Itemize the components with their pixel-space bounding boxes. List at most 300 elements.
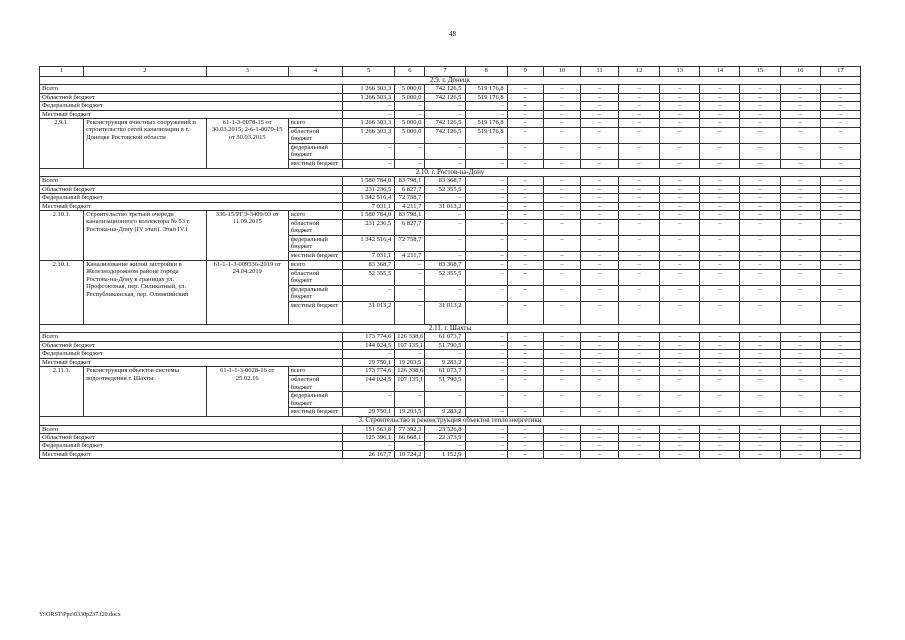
empty-value-cell: – (820, 185, 860, 193)
empty-value-cell: – (543, 442, 580, 450)
header-cell: 6 (395, 67, 425, 77)
value-cell: – (395, 261, 425, 270)
value-cell: 72 758,7 (395, 236, 425, 252)
value-cell: 231 236,5 (343, 185, 395, 193)
empty-value-cell: – (700, 119, 740, 128)
empty-value-cell: – (780, 110, 820, 118)
empty-value-cell: – (660, 119, 700, 128)
empty-value-cell: – (700, 252, 740, 261)
value-cell: 6 827,7 (395, 185, 425, 193)
empty-value-cell: – (740, 177, 780, 185)
header-cell: 1 (40, 67, 84, 77)
empty-value-cell: – (507, 211, 543, 220)
empty-value-cell: – (700, 376, 740, 392)
empty-value-cell: – (507, 194, 543, 202)
summary-label: Местный бюджет (40, 358, 343, 366)
value-cell: – (465, 202, 507, 210)
empty-value-cell: – (507, 433, 543, 441)
empty-value-cell: – (619, 144, 660, 160)
value-cell: – (395, 392, 425, 408)
empty-value-cell: – (619, 261, 660, 270)
empty-value-cell: – (700, 261, 740, 270)
value-cell: 4 211,7 (395, 252, 425, 261)
empty-value-cell: – (543, 252, 580, 261)
value-cell: – (425, 144, 465, 160)
empty-value-cell: – (507, 102, 543, 110)
empty-value-cell: – (780, 367, 820, 376)
header-cell: 4 (288, 67, 342, 77)
budget-type: местный бюджет (288, 302, 342, 325)
value-cell: – (343, 160, 395, 169)
empty-value-cell: – (740, 286, 780, 302)
empty-value-cell: – (619, 358, 660, 366)
empty-value-cell: – (543, 85, 580, 93)
empty-value-cell: – (543, 102, 580, 110)
empty-value-cell: – (660, 341, 700, 349)
value-cell: – (465, 211, 507, 220)
empty-value-cell: – (543, 367, 580, 376)
value-cell: – (465, 236, 507, 252)
empty-value-cell: – (780, 211, 820, 220)
empty-value-cell: – (619, 442, 660, 450)
empty-value-cell: – (580, 110, 618, 118)
empty-value-cell: – (820, 408, 860, 417)
value-cell: – (465, 160, 507, 169)
empty-value-cell: – (780, 425, 820, 433)
value-cell: – (425, 236, 465, 252)
empty-value-cell: – (820, 302, 860, 325)
value-cell: 144 024,5 (343, 376, 395, 392)
empty-value-cell: – (507, 202, 543, 210)
empty-value-cell: – (580, 358, 618, 366)
empty-value-cell: – (780, 194, 820, 202)
empty-value-cell: – (580, 367, 618, 376)
empty-value-cell: – (619, 110, 660, 118)
value-cell: – (343, 392, 395, 408)
empty-value-cell: – (660, 425, 700, 433)
header-cell: 9 (507, 67, 543, 77)
value-cell: 126 338,6 (395, 333, 425, 341)
empty-value-cell: – (543, 202, 580, 210)
empty-value-cell: – (780, 270, 820, 286)
empty-value-cell: – (740, 110, 780, 118)
value-cell: – (465, 341, 507, 349)
empty-value-cell: – (780, 392, 820, 408)
empty-value-cell: – (619, 341, 660, 349)
empty-value-cell: – (507, 85, 543, 93)
empty-value-cell: – (740, 261, 780, 270)
empty-value-cell: – (619, 177, 660, 185)
value-cell: – (465, 286, 507, 302)
empty-value-cell: – (660, 302, 700, 325)
empty-value-cell: – (780, 341, 820, 349)
empty-value-cell: – (740, 220, 780, 236)
summary-row (40, 341, 861, 349)
empty-value-cell: – (780, 220, 820, 236)
empty-value-cell: – (740, 341, 780, 349)
header-cell: 13 (660, 67, 700, 77)
empty-value-cell: – (580, 93, 618, 101)
empty-value-cell: – (507, 442, 543, 450)
summary-row (40, 333, 861, 341)
empty-value-cell: – (740, 93, 780, 101)
empty-value-cell: – (660, 160, 700, 169)
value-cell: 19 203,5 (395, 408, 425, 417)
header-cell: 16 (780, 67, 820, 77)
value-cell: – (425, 442, 465, 450)
empty-value-cell: – (740, 425, 780, 433)
empty-value-cell: – (660, 450, 700, 458)
empty-value-cell: – (619, 286, 660, 302)
empty-value-cell: – (780, 202, 820, 210)
empty-value-cell: – (507, 425, 543, 433)
empty-value-cell: – (700, 333, 740, 341)
summary-label: Областной бюджет (40, 341, 343, 349)
empty-value-cell: – (660, 358, 700, 366)
header-cell: 14 (700, 67, 740, 77)
value-cell: 83 368,7 (425, 177, 465, 185)
empty-value-cell: – (700, 450, 740, 458)
empty-value-cell: – (619, 128, 660, 144)
value-cell: 173 774,6 (343, 367, 395, 376)
empty-value-cell: – (507, 302, 543, 325)
empty-value-cell: – (740, 302, 780, 325)
empty-value-cell: – (740, 102, 780, 110)
value-cell: – (395, 102, 425, 110)
empty-value-cell: – (543, 350, 580, 358)
empty-value-cell: – (740, 202, 780, 210)
empty-value-cell: – (580, 286, 618, 302)
empty-value-cell: – (619, 220, 660, 236)
empty-value-cell: – (543, 220, 580, 236)
empty-value-cell: – (507, 358, 543, 366)
empty-value-cell: – (700, 425, 740, 433)
summary-row (40, 102, 861, 110)
empty-value-cell: – (543, 333, 580, 341)
value-cell: 1 266 303,3 (343, 93, 395, 101)
value-cell: 23 526,8 (425, 425, 465, 433)
value-cell: – (465, 302, 507, 325)
value-cell: – (465, 367, 507, 376)
summary-row (40, 358, 861, 366)
empty-value-cell: – (507, 350, 543, 358)
empty-value-cell: – (740, 358, 780, 366)
value-cell: 7 031,1 (343, 252, 395, 261)
summary-label: Федеральный бюджет (40, 194, 343, 202)
empty-value-cell: – (700, 392, 740, 408)
empty-value-cell: – (660, 367, 700, 376)
value-cell: 61 073,7 (425, 367, 465, 376)
empty-value-cell: – (619, 119, 660, 128)
empty-value-cell: – (660, 433, 700, 441)
value-cell: 151 563,8 (343, 425, 395, 433)
value-cell: 519 176,8 (465, 119, 507, 128)
empty-value-cell: – (543, 160, 580, 169)
empty-value-cell: – (507, 286, 543, 302)
value-cell: 61 073,7 (425, 333, 465, 341)
empty-value-cell: – (740, 236, 780, 252)
item-name: Строительство третьей очереди канализационного коллектора № 53 г. Ростова-на-Дону (IV этап). Этап IV.I (84, 211, 206, 261)
summary-row (40, 110, 861, 118)
budget-type: местный бюджет (288, 160, 342, 169)
summary-row (40, 185, 861, 193)
empty-value-cell: – (619, 350, 660, 358)
empty-value-cell: – (543, 110, 580, 118)
value-cell: – (465, 450, 507, 458)
empty-value-cell: – (780, 102, 820, 110)
empty-value-cell: – (619, 392, 660, 408)
empty-value-cell: – (700, 367, 740, 376)
empty-value-cell: – (580, 302, 618, 325)
value-cell: – (465, 177, 507, 185)
empty-value-cell: – (619, 236, 660, 252)
item-row (40, 367, 861, 376)
empty-value-cell: – (507, 220, 543, 236)
budget-type: всего (288, 261, 342, 270)
empty-value-cell: – (580, 450, 618, 458)
empty-value-cell: – (740, 350, 780, 358)
value-cell: 1 266 303,3 (343, 85, 395, 93)
empty-value-cell: – (780, 185, 820, 193)
header-cell: 5 (343, 67, 395, 77)
item-document: 61-1-1-3-009536-2019 от 24.04.2019 (206, 261, 288, 325)
value-cell: – (465, 425, 507, 433)
value-cell: 126 338,6 (395, 367, 425, 376)
empty-value-cell: – (580, 202, 618, 210)
empty-value-cell: – (619, 194, 660, 202)
empty-value-cell: – (543, 128, 580, 144)
empty-value-cell: – (619, 93, 660, 101)
empty-value-cell: – (740, 433, 780, 441)
empty-value-cell: – (580, 128, 618, 144)
empty-value-cell: – (507, 236, 543, 252)
summary-row (40, 93, 861, 101)
value-cell: – (395, 144, 425, 160)
value-cell: – (425, 350, 465, 358)
empty-value-cell: – (543, 341, 580, 349)
empty-value-cell: – (820, 194, 860, 202)
header-cell: 10 (543, 67, 580, 77)
summary-row (40, 194, 861, 202)
empty-value-cell: – (580, 185, 618, 193)
value-cell: 742 126,5 (425, 128, 465, 144)
value-cell: 4 211,7 (395, 202, 425, 210)
value-cell: 19 203,5 (395, 358, 425, 366)
footer-path: Y:\ORST\Ppo\0330p237.f20.docx (39, 612, 121, 618)
empty-value-cell: – (700, 220, 740, 236)
empty-value-cell: – (780, 433, 820, 441)
item-number: 2.11.1. (40, 367, 84, 417)
value-cell: – (343, 144, 395, 160)
summary-label: Всего (40, 333, 343, 341)
section-title: 2.11. г. Шахты (40, 325, 861, 333)
empty-value-cell: – (740, 252, 780, 261)
empty-value-cell: – (507, 450, 543, 458)
empty-value-cell: – (619, 85, 660, 93)
empty-value-cell: – (700, 442, 740, 450)
value-cell: – (395, 350, 425, 358)
item-name: Канализование жилой застройки в Железнодорожном районе города Ростова-на-Дону в границах ул. Профсоюзная, пер. Силикатный, ул. Республиканская, пер. Олимпийский (84, 261, 206, 325)
value-cell: 77 392,3 (395, 425, 425, 433)
empty-value-cell: – (780, 261, 820, 270)
empty-value-cell: – (740, 185, 780, 193)
empty-value-cell: – (780, 450, 820, 458)
empty-value-cell: – (780, 442, 820, 450)
header-cell: 3 (206, 67, 288, 77)
empty-value-cell: – (780, 302, 820, 325)
value-cell: 519 176,8 (465, 85, 507, 93)
value-cell: 231 236,5 (343, 220, 395, 236)
empty-value-cell: – (580, 350, 618, 358)
empty-value-cell: – (507, 408, 543, 417)
value-cell: 173 774,6 (343, 333, 395, 341)
value-cell: 519 176,8 (465, 93, 507, 101)
empty-value-cell: – (660, 185, 700, 193)
empty-value-cell: – (580, 433, 618, 441)
value-cell: 9 283,2 (425, 358, 465, 366)
value-cell: 742 126,5 (425, 119, 465, 128)
empty-value-cell: – (507, 93, 543, 101)
empty-value-cell: – (820, 367, 860, 376)
budget-type: областной бюджет (288, 270, 342, 286)
value-cell: 51 790,5 (425, 376, 465, 392)
value-cell: – (343, 442, 395, 450)
value-cell: – (395, 442, 425, 450)
empty-value-cell: – (543, 408, 580, 417)
empty-value-cell: – (820, 160, 860, 169)
empty-value-cell: – (660, 376, 700, 392)
empty-value-cell: – (660, 442, 700, 450)
budget-type: местный бюджет (288, 252, 342, 261)
value-cell: 72 758,7 (395, 194, 425, 202)
empty-value-cell: – (543, 392, 580, 408)
value-cell: – (465, 185, 507, 193)
empty-value-cell: – (820, 270, 860, 286)
value-cell: – (465, 261, 507, 270)
value-cell: 22 373,9 (425, 433, 465, 441)
value-cell: – (465, 102, 507, 110)
empty-value-cell: – (700, 144, 740, 160)
section-title-row (40, 325, 861, 333)
empty-value-cell: – (619, 202, 660, 210)
empty-value-cell: – (660, 177, 700, 185)
empty-value-cell: – (580, 252, 618, 261)
empty-value-cell: – (580, 85, 618, 93)
summary-label: Федеральный бюджет (40, 102, 343, 110)
header-cell: 2 (84, 67, 206, 77)
empty-value-cell: – (660, 85, 700, 93)
empty-value-cell: – (580, 341, 618, 349)
value-cell: 66 668,1 (395, 433, 425, 441)
empty-value-cell: – (660, 236, 700, 252)
empty-value-cell: – (700, 302, 740, 325)
value-cell: – (465, 333, 507, 341)
empty-value-cell: – (740, 392, 780, 408)
empty-value-cell: – (780, 160, 820, 169)
empty-value-cell: – (780, 286, 820, 302)
value-cell: – (425, 110, 465, 118)
budget-type: федеральный бюджет (288, 286, 342, 302)
section-title: 2.9. г. Донецк (40, 77, 861, 85)
empty-value-cell: – (580, 236, 618, 252)
summary-label: Всего (40, 425, 343, 433)
empty-value-cell: – (740, 450, 780, 458)
empty-value-cell: – (619, 376, 660, 392)
summary-label: Всего (40, 177, 343, 185)
empty-value-cell: – (507, 341, 543, 349)
empty-value-cell: – (740, 376, 780, 392)
empty-value-cell: – (660, 102, 700, 110)
empty-value-cell: – (543, 450, 580, 458)
empty-value-cell: – (619, 425, 660, 433)
item-row (40, 261, 861, 270)
empty-value-cell: – (543, 286, 580, 302)
value-cell: 52 355,5 (425, 270, 465, 286)
empty-value-cell: – (619, 211, 660, 220)
empty-value-cell: – (660, 110, 700, 118)
empty-value-cell: – (543, 185, 580, 193)
empty-value-cell: – (740, 367, 780, 376)
value-cell: 1 342 516,4 (343, 236, 395, 252)
value-cell: 1 266 303,3 (343, 128, 395, 144)
empty-value-cell: – (740, 442, 780, 450)
empty-value-cell: – (507, 367, 543, 376)
empty-value-cell: – (820, 442, 860, 450)
value-cell: – (465, 252, 507, 261)
value-cell: 519 176,8 (465, 128, 507, 144)
value-cell: 7 031,1 (343, 202, 395, 210)
empty-value-cell: – (780, 128, 820, 144)
empty-value-cell: – (820, 128, 860, 144)
summary-row (40, 425, 861, 433)
empty-value-cell: – (700, 85, 740, 93)
empty-value-cell: – (700, 270, 740, 286)
section-title-row (40, 169, 861, 177)
empty-value-cell: – (543, 194, 580, 202)
empty-value-cell: – (507, 376, 543, 392)
empty-value-cell: – (580, 261, 618, 270)
empty-value-cell: – (780, 119, 820, 128)
budget-type: федеральный бюджет (288, 392, 342, 408)
empty-value-cell: – (580, 160, 618, 169)
empty-value-cell: – (660, 202, 700, 210)
empty-value-cell: – (780, 177, 820, 185)
value-cell: 5 000,0 (395, 119, 425, 128)
summary-label: Областной бюджет (40, 185, 343, 193)
empty-value-cell: – (740, 270, 780, 286)
empty-value-cell: – (700, 128, 740, 144)
value-cell: – (343, 350, 395, 358)
empty-value-cell: – (780, 376, 820, 392)
empty-value-cell: – (780, 333, 820, 341)
empty-value-cell: – (700, 408, 740, 417)
value-cell: 83 798,1 (395, 211, 425, 220)
value-cell: 6 827,7 (395, 220, 425, 236)
empty-value-cell: – (700, 160, 740, 169)
value-cell: 52 355,5 (343, 270, 395, 286)
header-row (40, 67, 861, 77)
empty-value-cell: – (660, 261, 700, 270)
header-cell: 12 (619, 67, 660, 77)
summary-row (40, 202, 861, 210)
empty-value-cell: – (580, 194, 618, 202)
empty-value-cell: – (740, 160, 780, 169)
empty-value-cell: – (820, 93, 860, 101)
empty-value-cell: – (780, 236, 820, 252)
value-cell: 9 283,2 (425, 408, 465, 417)
empty-value-cell: – (740, 85, 780, 93)
empty-value-cell: – (820, 220, 860, 236)
